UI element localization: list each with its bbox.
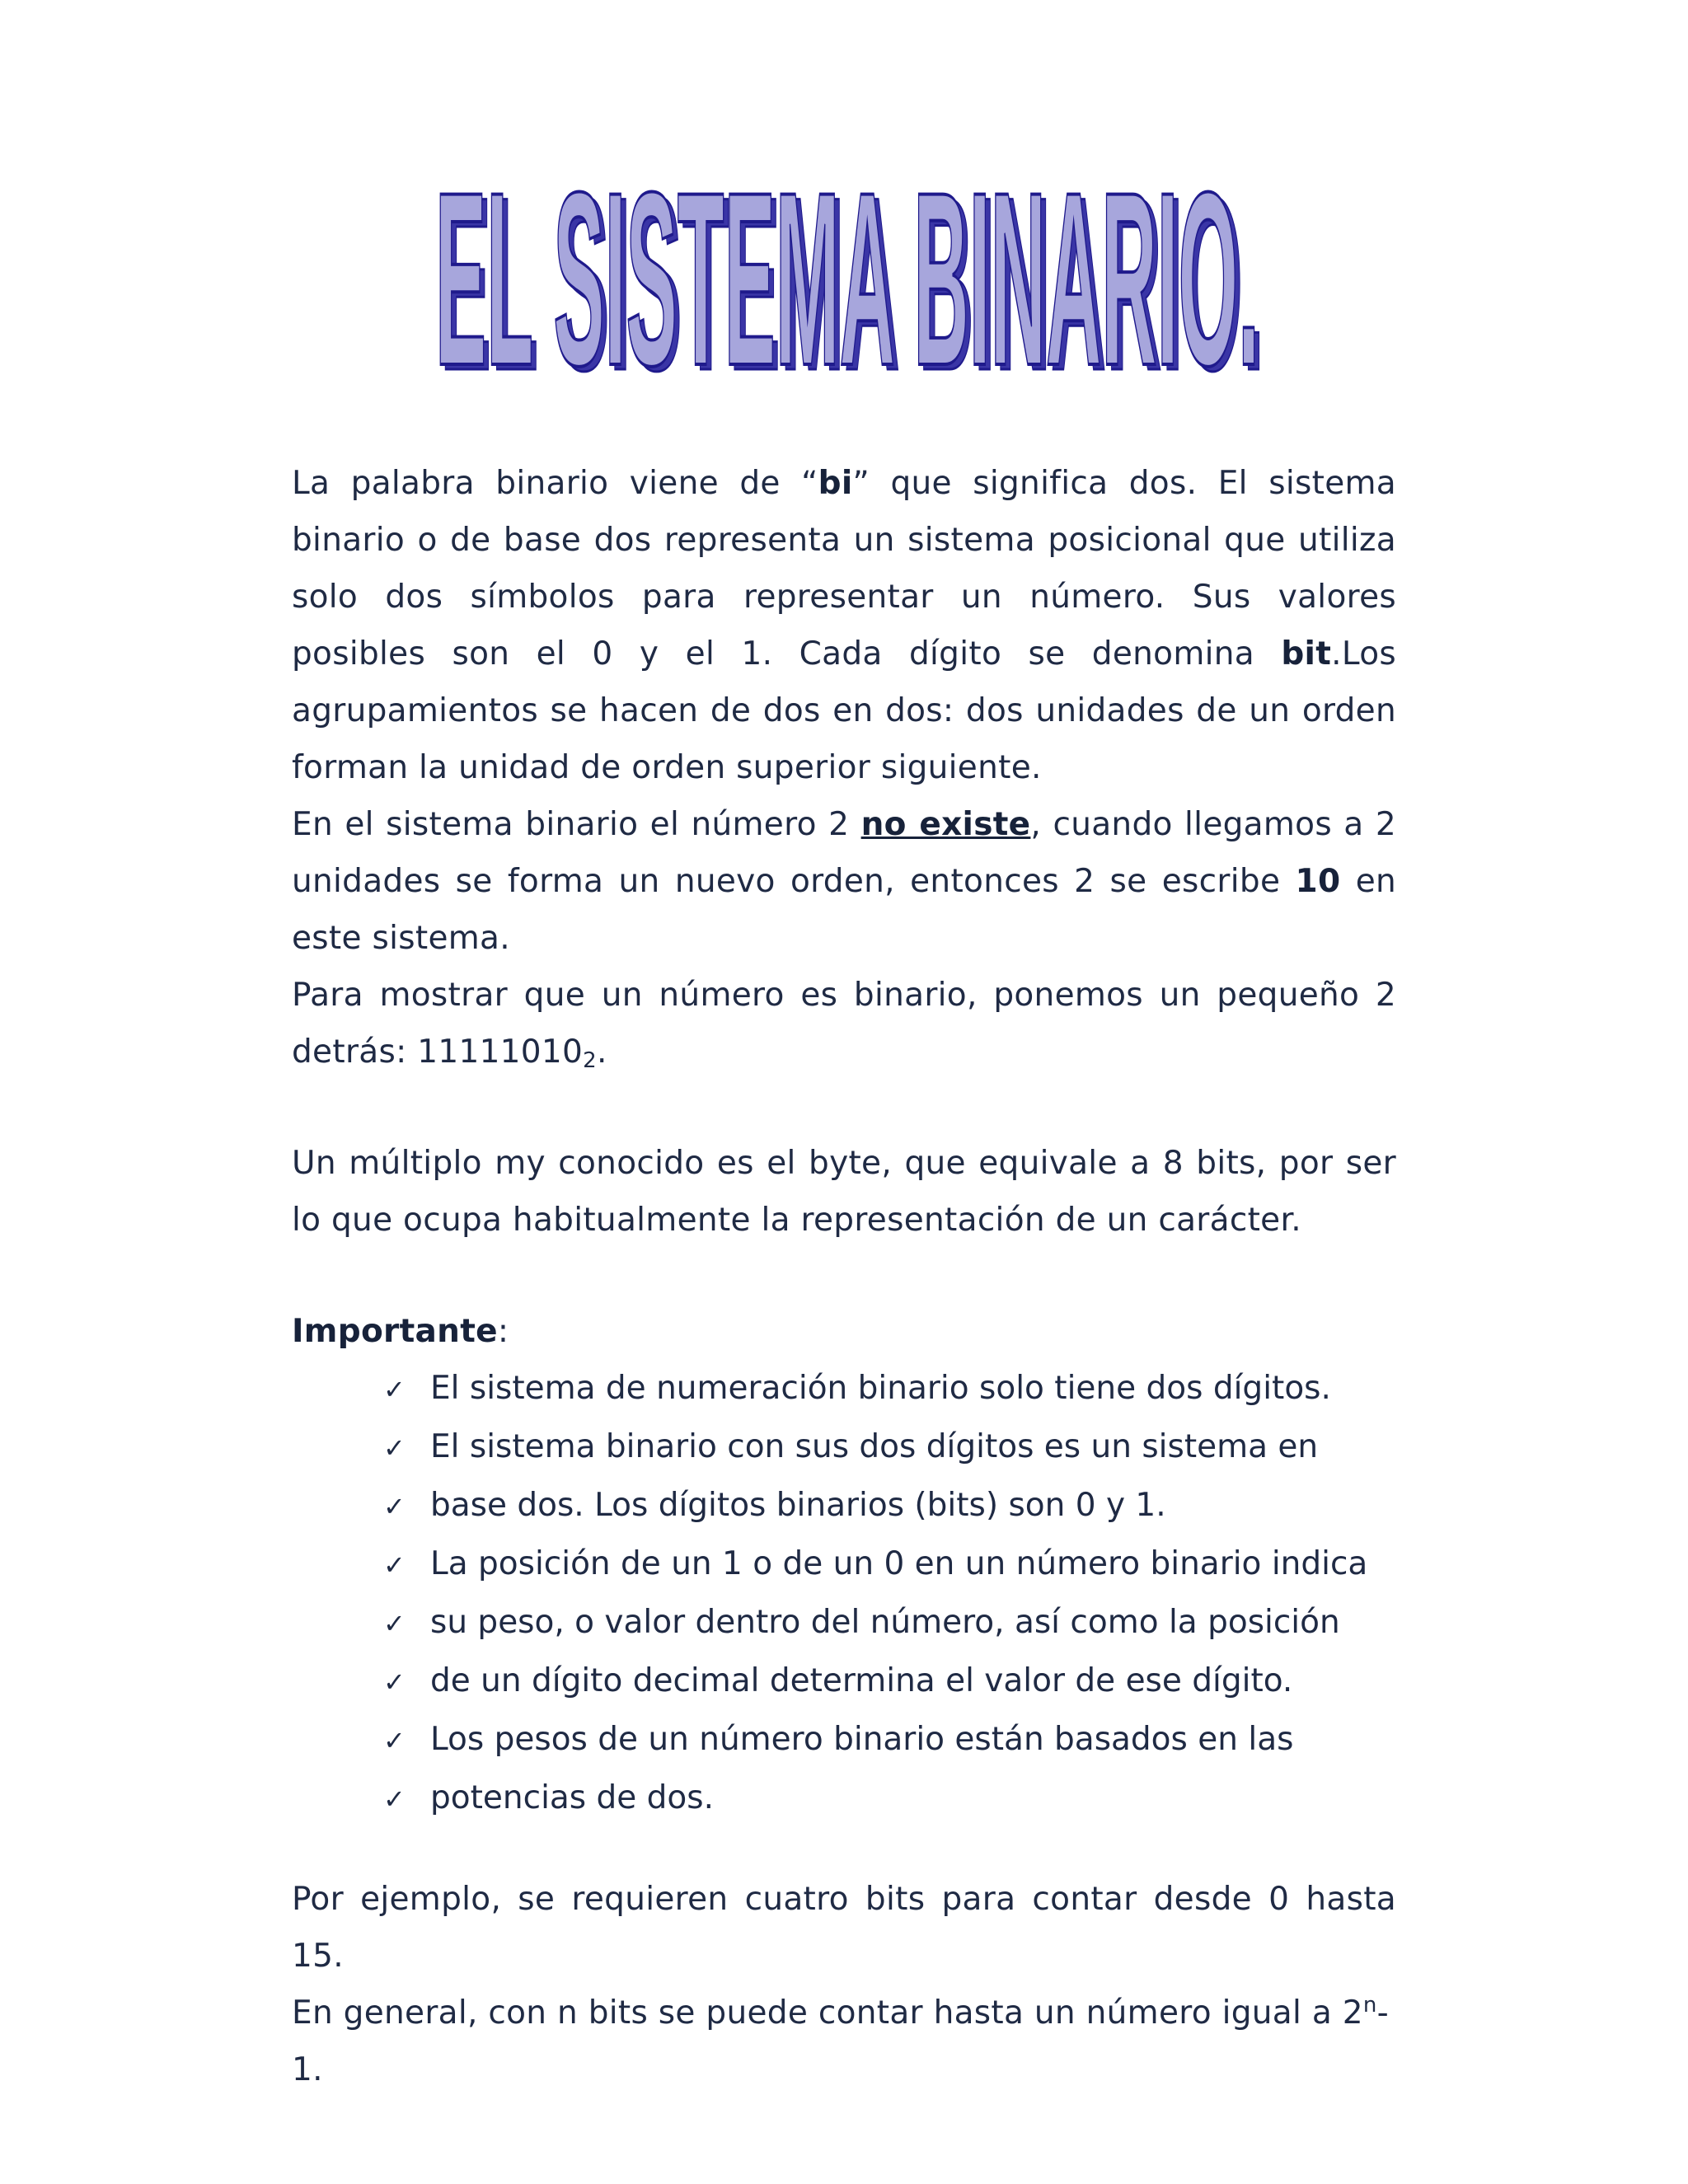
list-item (383, 1360, 1397, 1418)
intro-text-2: ” que significa dos. El sistema binario o de base dos representa un sistema posicional que utiliza solo dos símbolos para representar un número. Sus valores posibles son el 0 y el 1. Cada dígito se denomina (292, 465, 1396, 673)
para3-text-2: . (596, 1033, 607, 1071)
check-mark-icon: ✓ (383, 1666, 406, 1698)
page-title: EL SISTEMA BINARIO. (435, 173, 1259, 387)
list-item-text: su peso, o valor dentro del número, así como la posición (430, 1604, 1340, 1641)
list-item (383, 1769, 1397, 1828)
no-existe-term: no existe (860, 806, 1031, 843)
important-heading (292, 1303, 1396, 1360)
example-paragraph (292, 1871, 1396, 2098)
example-line-2-text: En general, con n bits se puede contar hasta un número igual a 2 (292, 1994, 1363, 2032)
bit-term: bit (1281, 635, 1332, 673)
check-mark-icon: ✓ (383, 1432, 406, 1464)
binary-subscript: 2 (583, 1048, 597, 1073)
example-line-2 (292, 1985, 1396, 2098)
check-mark-icon: ✓ (383, 1549, 406, 1581)
list-item (383, 1418, 1397, 1477)
byte-text: Un múltiplo my conocido es el byte, que equivale a 8 bits, por ser lo que ocupa habitualmente la representación de un carácter. (292, 1145, 1396, 1239)
intro-text-1: La palabra binario viene de “ (292, 465, 818, 502)
byte-paragraph (292, 1135, 1396, 1249)
ten-term: 10 (1295, 863, 1341, 900)
intro-paragraph (292, 455, 1396, 1080)
list-item (383, 1477, 1397, 1535)
para2-text-2: , cuando llegamos a 2 unidades se forma un nuevo orden, entonces 2 se escribe (292, 806, 1396, 900)
bi-term: bi (818, 465, 853, 502)
list-item (383, 1652, 1397, 1711)
intro-text-3: .Los agrupamientos se hacen de dos en dos: dos unidades de un orden forman la unidad de orden superior siguiente. (292, 635, 1396, 786)
check-mark-icon: ✓ (383, 1374, 406, 1405)
list-item-text: El sistema de numeración binario solo tiene dos dígitos. (430, 1370, 1331, 1407)
exponent-n: n (1362, 1993, 1377, 2018)
important-colon: : (497, 1313, 509, 1350)
list-item-text: Los pesos de un número binario están basados en las (430, 1721, 1294, 1758)
title-shadow: EL SISTEMA BINARIO. (440, 173, 1264, 387)
list-item-text: base dos. Los dígitos binarios (bits) son 0 y 1. (430, 1487, 1166, 1524)
check-mark-icon: ✓ (383, 1725, 406, 1756)
para2-text-3: en este sistema. (292, 863, 1397, 957)
important-label: Importante (292, 1313, 498, 1350)
list-item (383, 1594, 1397, 1652)
list-item-text: de un dígito decimal determina el valor de ese dígito. (430, 1662, 1293, 1699)
word-art-title (420, 173, 1278, 387)
list-item-text: La posición de un 1 o de un 0 en un número binario indica (430, 1545, 1368, 1582)
check-mark-icon: ✓ (383, 1608, 406, 1639)
list-item-text: El sistema binario con sus dos dígitos es un sistema en (430, 1428, 1319, 1465)
check-mark-icon: ✓ (383, 1491, 406, 1522)
example-line-1: Por ejemplo, se requieren cuatro bits para contar desde 0 hasta 15. (292, 1881, 1396, 1975)
important-checklist (383, 1360, 1397, 1828)
check-mark-icon: ✓ (383, 1783, 406, 1815)
para3-text-1: Para mostrar que un número es binario, ponemos un pequeño 2 detrás: 11111010 (292, 977, 1396, 1071)
list-item (383, 1535, 1397, 1594)
list-item-text: potencias de dos. (430, 1779, 714, 1816)
para2-text-1: En el sistema binario el número 2 (292, 806, 861, 843)
example-line-2-end: -1. (292, 1994, 1389, 2088)
list-item (383, 1711, 1397, 1769)
